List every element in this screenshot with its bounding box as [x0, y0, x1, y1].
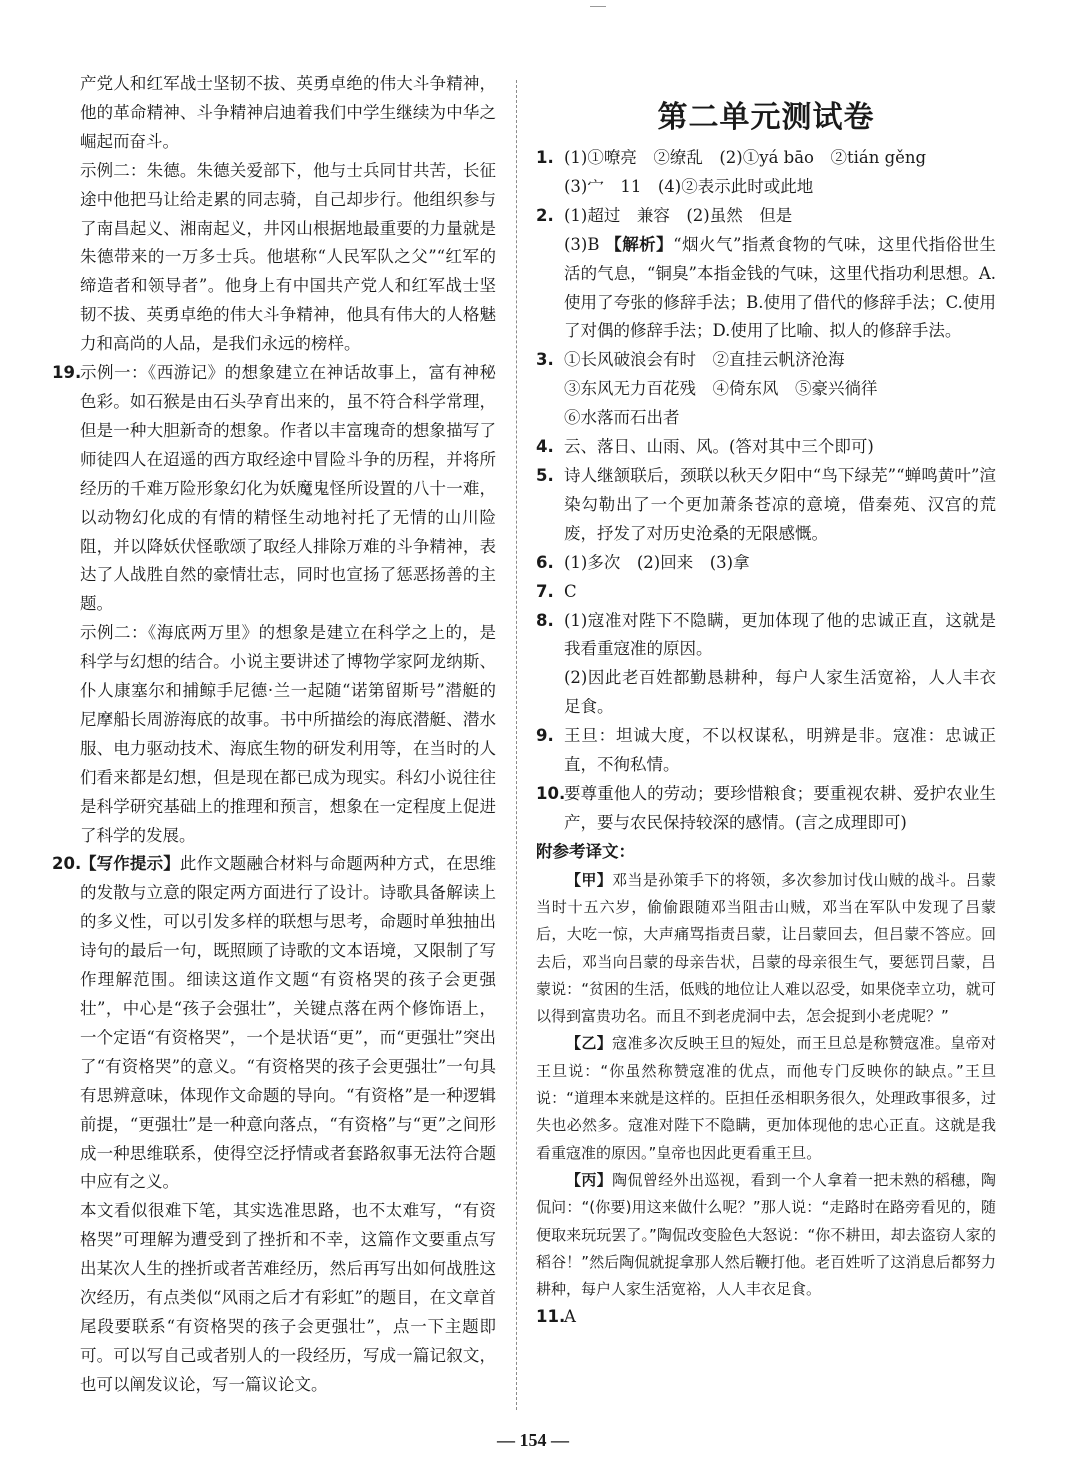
question-number: 8.: [536, 610, 554, 630]
answer-line: 王旦：坦诚大度，不以权谋私，明辨是非。寇准：忠诚正直，不徇私情。: [564, 726, 996, 775]
answer-4: [536, 433, 996, 462]
answer-line: ⑥水落而石出者: [564, 408, 680, 428]
answer-8: [536, 607, 996, 723]
answer-20: [52, 850, 496, 1399]
writing-tip-tag: 【写作提示】: [80, 854, 180, 874]
answer-2: [536, 202, 996, 347]
left-column: [52, 70, 496, 1400]
answer-line: A: [564, 1307, 576, 1327]
answer-line: 诗人继颔联后，颈联以秋天夕阳中“鸟下绿芜”“蝉鸣黄叶”渲染勾勒出了一个更加萧条苍凉的意境，借秦苑、汉宫的荒废，抒发了对历史沧桑的无限感慨。: [564, 465, 996, 543]
answer-9: [536, 722, 996, 780]
answer-line: (1)①嘹亮 ②缭乱 (2)①yá bāo ②tián gěng: [564, 148, 927, 167]
answer-line: (1)寇准对陛下不隐瞒，更加体现了他的忠诚正直，这就是我看重寇准的原因。: [564, 610, 996, 659]
translation-paragraph: 【甲】邓当是孙策手下的将领，多次参加讨伐山贼的战斗。吕蒙当时十五六岁，偷偷跟随邓当阻击山贼，邓当在军队中发现了吕蒙后，大吃一惊，大声痛骂指责吕蒙，让吕蒙回去，但吕蒙不答应。回去后，邓当向吕蒙的母亲告状，吕蒙的母亲很生气，要惩罚吕蒙，吕蒙说：“贫困的生活，低贱的地位让人难以忍受，如果侥幸立功，就可以得到富贵功名。而且不到老虎洞中去，怎会捉到小老虎呢？”: [536, 870, 996, 1026]
question-number: 2.: [536, 205, 554, 225]
answer-line: 要尊重他人的劳动；要珍惜粮食；要重视农耕、爱护农业生产，要与农民保持较深的感情。(言之成理即可): [564, 783, 996, 832]
answer-line: (2)因此老百姓都勤恳耕种，每户人家生活宽裕，人人丰衣足食。: [564, 668, 996, 717]
paragraph: 【写作提示】此作文题融合材料与命题两种方式，在思维的发散与立意的限定两方面进行了设计。诗歌具备解读上的多义性，可以引发多样的联想与思考，命题时单独抽出诗句的最后一句，既照顾了诗歌的文本语境，又限制了写作理解范围。细读这道作文题“有资格哭的孩子会更强壮”，中心是“孩子会强壮”，关键点落在两个修饰语上，一个定语“有资格哭”，一个是状语“更”，而“更强壮”突出了“有资格哭”的意义。“有资格哭的孩子会更强壮”一句具有思辨意味，体现作文命题的导向。“有资格”是一种逻辑前提，“更强壮”是一种意向落点，“有资格”与“更”之间形成一种思维联系，使得空泛抒情或者套路叙事无法符合题中应有之义。: [80, 854, 497, 1192]
translation-paragraph: 【乙】寇准多次反映王旦的短处，而王旦总是称赞寇准。皇帝对王旦说：“你虽然称赞寇准的优点，而他专门反映你的缺点。”王旦说：“道理本来就是这样的。臣担任丞相职务很久，处理政事很多，过失也必然多。寇准对陛下不隐瞒，更加体现他的忠心正直。这就是我看重寇准的原因。”皇帝也因此更看重王旦。: [536, 1034, 996, 1162]
reference-label: 附参考译文：: [536, 841, 635, 861]
answer-6: [536, 549, 996, 578]
answer-5: [536, 462, 996, 549]
answer-19: [52, 359, 496, 850]
answer-line: 云、落日、山雨、风。(答对其中三个即可): [564, 437, 874, 457]
page-number: — 154 —: [497, 1430, 569, 1450]
question-number: 3.: [536, 350, 554, 370]
question-number: 10.: [536, 783, 566, 803]
answer-line: ①长风破浪会有时 ②直挂云帆济沧海: [564, 350, 845, 370]
analysis-tag: 【解析】: [605, 234, 674, 254]
answer-line: (3)B 【解析】“烟火气”指煮食物的气味，这里代指俗世生活的气息，“铜臭”本指金钱的气味，这里代指功利思想。A.使用了夸张的修辞手法；B.使用了借代的修辞手法；C.使用了对偶的修辞手法；D.使用了比喻、拟人的修辞手法。: [564, 234, 997, 341]
answer-line: (1)多次 (2)回来 (3)拿: [564, 552, 750, 572]
answer-7: [536, 578, 996, 607]
top-mark: [590, 6, 606, 7]
paragraph: 本文看似很难下笔，其实选准思路，也不太难写，“有资格哭”可理解为遭受到了挫折和不幸，这篇作文要重点写出某次人生的挫折或者苦难经历，然后再写出如何战胜这次经历，有点类似“风雨之后才有彩虹”的题目，在文章首尾段要联系“有资格哭的孩子会更强壮”，点一下主题即可。可以写自己或者别人的一段经历，写成一篇记叙文，也可以阐发议论，写一篇议论文。: [80, 1201, 496, 1394]
question-number: 19.: [52, 363, 82, 383]
question-number: 6.: [536, 552, 554, 572]
paragraph: 产党人和红军战士坚韧不拔、英勇卓绝的伟大斗争精神，他的革命精神、斗争精神启迪着我们中学生继续为中华之崛起而奋斗。: [80, 74, 496, 151]
answer-line: (1)超过 兼容 (2)虽然 但是: [564, 205, 793, 225]
paragraph: 示例二：朱德。朱德关爱部下，他与士兵同甘共苦，长征途中他把马让给走累的同志骑，自己却步行。他组织参与了南昌起义、湘南起义，井冈山根据地最重要的力量就是朱德带来的一万多士兵。他堪称“人民军队之父”“红军的缔造者和领导者”。他身上有中国共产党人和红军战士坚韧不拔、英勇卓绝的伟大斗争精神，他具有伟大的人格魅力和高尚的人品，是我们永远的榜样。: [80, 160, 496, 354]
paragraph: 示例二：《海底两万里》的想象是建立在科学之上的，是科学与幻想的结合。小说主要讲述了博物学家阿龙纳斯、仆人康塞尔和捕鲸手尼德·兰一起随“诺第留斯号”潜艇的尼摩船长周游海底的故事。书中所描绘的海底潜艇、潜水服、电力驱动技术、海底生物的研发利用等，在当时的人们看来都是幻想，但是现在都已成为现实。科幻小说往往是科学研究基础上的推理和预言，想象在一定程度上促进了科学的发展。: [80, 623, 496, 845]
paragraph: 示例一：《西游记》的想象建立在神话故事上，富有神秘色彩。如石猴是由石头孕育出来的，虽不符合科学常理，但是一种大胆新奇的想象。作者以丰富瑰奇的想象描写了师徒四人在迢遥的西方取经途中冒险斗争的历程，并将所经历的千难万险形象幻化为妖魔鬼怪所设置的八十一难，以动物幻化成的有情的精怪生动地衬托了无情的山川险阻，并以降妖伏怪歌颂了取经人排除万难的斗争精神，表达了人战胜自然的豪情壮志，同时也宣扬了惩恶扬善的主题。: [80, 363, 496, 614]
question-number: 1.: [536, 148, 554, 167]
answer-3: [536, 346, 996, 433]
answer-line: (3)宀 11 (4)②表示此时或此地: [564, 176, 814, 196]
page-title: 第二单元测试卷: [657, 100, 875, 135]
question-number: 7.: [536, 581, 554, 601]
answer-1: [536, 144, 996, 202]
question-number: 9.: [536, 726, 554, 746]
question-number: 20.: [52, 854, 82, 874]
answer-line: ③东风无力百花残 ④倚东风 ⑤豪兴徜徉: [564, 379, 878, 399]
question-number: 5.: [536, 465, 554, 485]
question-number: 4.: [536, 437, 554, 457]
answer-line: C: [564, 581, 577, 601]
right-column: [536, 92, 996, 1332]
answer-11: [536, 1303, 996, 1332]
question-number: 11.: [536, 1307, 566, 1327]
translation-paragraph: 【丙】陶侃曾经外出巡视，看到一个人拿着一把未熟的稻穗，陶侃问：“(你要)用这来做什么呢？”那人说：“走路时在路旁看见的，随便取来玩玩罢了。”陶侃改变脸色大怒说：“你不耕田，却去盗窃人家的稻谷！”然后陶侃就捉拿那人然后鞭打他。老百姓听了这消息后都努力耕种，每户人家生活宽裕，人人丰衣足食。: [536, 1170, 996, 1299]
column-divider: [516, 80, 517, 1410]
answer-10: [536, 780, 996, 838]
